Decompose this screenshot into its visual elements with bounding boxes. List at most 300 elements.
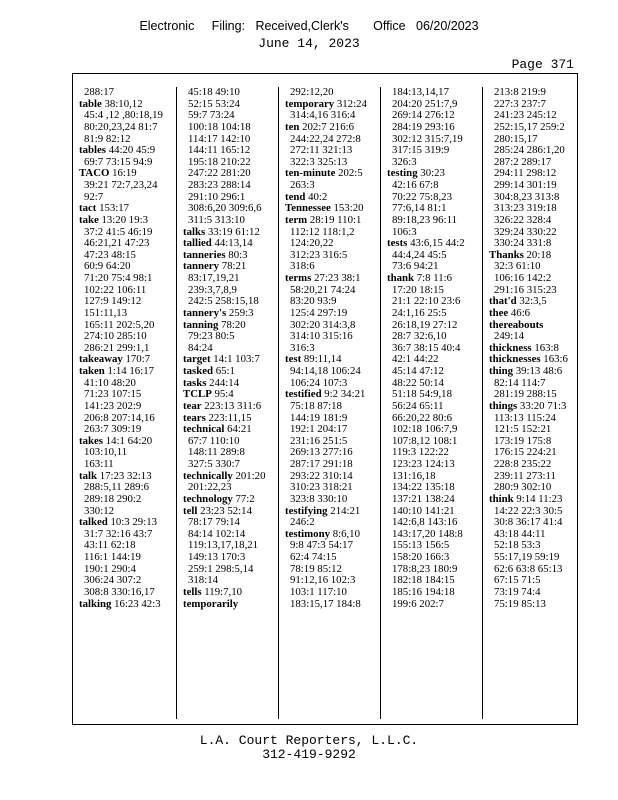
index-continuation <box>381 203 483 215</box>
index-continuation <box>381 308 483 320</box>
index-column-4 <box>380 87 483 719</box>
page-line-refs: 286:21 299:1,1 <box>84 342 150 354</box>
page-line-refs: 259:1 298:5,14 <box>188 563 254 575</box>
index-term: technology <box>183 493 233 505</box>
index-entry <box>177 378 279 390</box>
page-line-refs: 56:24 65:11 <box>392 400 444 412</box>
index-continuation <box>279 471 381 483</box>
page-line-refs: 206:8 207:14,16 <box>84 412 155 424</box>
index-continuation <box>483 389 578 401</box>
index-entry <box>73 354 176 366</box>
page-line-refs: 310:23 318:21 <box>290 482 353 494</box>
index-entry <box>73 99 176 111</box>
index-continuation <box>177 447 279 459</box>
index-continuation <box>381 506 483 518</box>
index-continuation <box>73 250 176 262</box>
page-line-refs: 195:18 210:22 <box>188 156 251 168</box>
page-line-refs: 184:13,14,17 <box>392 87 449 98</box>
page-line-refs: 44:20 45:9 <box>108 145 156 157</box>
index-term: testimony <box>285 528 330 540</box>
index-entry <box>483 343 578 355</box>
index-continuation <box>483 482 578 494</box>
index-continuation <box>279 157 381 169</box>
index-entry <box>381 238 483 250</box>
filing-header: Electronic Filing: Received,Clerk's Office 06/20/2023 <box>139 19 479 33</box>
page-line-refs: 62:4 74:15 <box>290 552 337 563</box>
page-line-refs: 9:8 47:3 54:17 <box>290 540 353 552</box>
index-continuation <box>73 413 176 425</box>
index-continuation <box>73 401 176 413</box>
page-line-refs: 10:3 29:13 <box>110 517 157 529</box>
index-continuation <box>483 413 578 425</box>
index-box <box>72 73 578 725</box>
page-line-refs: 112:12 118:1,2 <box>290 226 355 238</box>
index-continuation <box>381 494 483 506</box>
page-line-refs: 59:7 73:24 <box>188 110 235 122</box>
index-continuation <box>381 110 483 122</box>
page-line-refs: 66:20,22 80:6 <box>392 412 452 424</box>
index-continuation <box>73 575 176 587</box>
index-entry <box>177 227 279 239</box>
index-term: tell <box>183 505 198 517</box>
page-line-refs: 78:17 79:14 <box>188 517 240 529</box>
page-line-refs: 64:21 <box>227 424 252 436</box>
index-continuation <box>279 110 381 122</box>
page-line-refs: 182:18 184:15 <box>392 575 455 587</box>
page-line-refs: 326:22 328:4 <box>494 214 552 226</box>
page-line-refs: 73:6 94:21 <box>392 261 439 273</box>
page-line-refs: 103:10,11 <box>84 447 128 459</box>
page-line-refs: 44:4,24 45:5 <box>392 249 447 261</box>
index-entry <box>483 366 578 378</box>
page-line-refs: 39:13 48:6 <box>515 366 563 377</box>
index-column-3 <box>278 87 381 719</box>
index-continuation <box>381 447 483 459</box>
index-entry <box>279 99 381 111</box>
index-term: testing <box>387 168 418 180</box>
index-term: talked <box>79 517 108 529</box>
index-continuation <box>279 261 381 273</box>
index-entry <box>177 320 279 332</box>
page-line-refs: 37:2 41:5 46:19 <box>84 226 153 238</box>
page-line-refs: 143:17,20 148:8 <box>392 528 463 540</box>
page-line-refs: 77:6,14 81:1 <box>392 203 447 215</box>
index-continuation <box>279 296 381 308</box>
page-line-refs: 89:11,14 <box>303 354 342 366</box>
index-continuation <box>483 331 578 343</box>
index-continuation <box>381 401 483 413</box>
page-line-refs: 95:4 <box>214 389 234 401</box>
index-continuation <box>483 599 578 611</box>
page-line-refs: 33:20 71:3 <box>519 400 567 412</box>
index-continuation <box>381 587 483 599</box>
index-entry <box>177 250 279 262</box>
index-continuation <box>483 540 578 552</box>
index-term: term <box>285 214 308 226</box>
index-continuation <box>177 180 279 192</box>
index-term: talk <box>79 470 97 482</box>
page-line-refs: 241:23 245:12 <box>494 110 557 122</box>
transcript-date: June 14, 2023 <box>258 36 360 51</box>
index-entry <box>177 471 279 483</box>
page-line-refs: 269:14 276:12 <box>392 110 455 122</box>
index-continuation <box>177 482 279 494</box>
index-term: technically <box>183 470 233 482</box>
page-line-refs: 89:18,23 96:11 <box>392 214 457 226</box>
index-continuation <box>381 564 483 576</box>
page-line-refs: 69:7 73:15 94:9 <box>84 156 153 168</box>
index-term: tells <box>183 586 202 598</box>
page-line-refs: 60:9 64:20 <box>84 261 131 273</box>
index-continuation <box>73 110 176 122</box>
page-line-refs: 142:6,8 143:16 <box>392 517 458 529</box>
index-term: Tennessee <box>285 203 331 215</box>
index-continuation <box>279 401 381 413</box>
index-term: take <box>79 214 99 226</box>
index-continuation <box>177 215 279 227</box>
index-entry <box>279 215 381 227</box>
index-continuation <box>483 99 578 111</box>
page-line-refs: 131:16,18 <box>392 470 436 482</box>
index-continuation <box>73 482 176 494</box>
page-line-refs: 9:2 34:21 <box>324 389 366 401</box>
index-entry <box>483 354 578 366</box>
index-continuation <box>279 482 381 494</box>
index-continuation <box>279 540 381 552</box>
index-continuation <box>73 320 176 332</box>
index-term: TACO <box>79 168 110 180</box>
index-continuation <box>381 296 483 308</box>
index-continuation <box>177 296 279 308</box>
index-entry <box>279 273 381 285</box>
index-continuation <box>483 552 578 564</box>
page-line-refs: 80:20,23,24 81:7 <box>84 121 158 133</box>
page-line-refs: 20:18 <box>526 249 552 261</box>
index-entry <box>73 203 176 215</box>
page-line-refs: 52:15 53:24 <box>188 98 240 110</box>
index-term: ten-minute <box>285 168 336 180</box>
index-term: tables <box>79 145 106 157</box>
page-line-refs: 185:16 194:18 <box>392 586 455 598</box>
page-line-refs: 285:24 286:1,20 <box>494 145 565 157</box>
index-entry <box>177 308 279 320</box>
index-continuation <box>483 447 578 459</box>
index-continuation <box>279 517 381 529</box>
page-line-refs: 67:7 110:10 <box>188 435 240 447</box>
index-continuation <box>177 273 279 285</box>
page-line-refs: 163:8 <box>534 342 559 354</box>
page-line-refs: 299:14 301:19 <box>494 180 557 191</box>
page-line-refs: 47:23 48:15 <box>84 249 136 261</box>
page-line-refs: 83:17,19,21 <box>188 273 240 284</box>
index-continuation <box>73 540 176 552</box>
page-line-refs: 322:3 325:13 <box>290 156 348 168</box>
index-continuation <box>279 413 381 425</box>
page-line-refs: 318:6 <box>290 261 315 273</box>
index-continuation <box>73 447 176 459</box>
page-line-refs: 106:24 107:3 <box>290 377 348 389</box>
page-line-refs: 21:1 22:10 23:6 <box>392 296 461 308</box>
page-line-refs: 281:19 288:15 <box>494 389 557 401</box>
page-line-refs: 308:6,20 309:6,6 <box>188 203 262 215</box>
index-continuation <box>483 87 578 99</box>
index-continuation <box>483 378 578 390</box>
index-continuation <box>177 110 279 122</box>
page-line-refs: 312:23 316:5 <box>290 249 348 261</box>
index-entry <box>279 122 381 134</box>
page-line-refs: 119:3 122:22 <box>392 447 449 459</box>
index-term: terms <box>285 273 312 284</box>
page-line-refs: 39:21 72:7,23,24 <box>84 180 158 191</box>
index-continuation <box>381 250 483 262</box>
index-term: tallied <box>183 238 212 250</box>
index-term: thee <box>489 307 509 319</box>
index-continuation <box>483 157 578 169</box>
page-line-refs: 14:22 22:3 30:5 <box>494 505 563 517</box>
index-continuation <box>177 192 279 204</box>
index-continuation <box>73 552 176 564</box>
index-continuation <box>279 343 381 355</box>
page-line-refs: 153:20 <box>333 203 364 215</box>
page-line-refs: 9:14 11:23 <box>516 493 563 505</box>
index-continuation <box>381 413 483 425</box>
page-line-refs: 28:19 110:1 <box>309 214 362 226</box>
page-line-refs: 14:1 64:20 <box>105 435 153 447</box>
index-entry <box>279 389 381 401</box>
page-line-refs: 239:11 273:11 <box>494 470 556 482</box>
page-line-refs: 16:19 <box>112 168 137 180</box>
page-line-refs: 44:13,14 <box>214 238 253 250</box>
index-continuation <box>279 250 381 262</box>
page-line-refs: 199:6 202:7 <box>392 598 444 610</box>
index-continuation <box>483 215 578 227</box>
index-term: thank <box>387 273 415 284</box>
index-term: temporarily <box>183 598 239 610</box>
index-continuation <box>381 482 483 494</box>
page-line-refs: 242:5 258:15,18 <box>188 296 259 308</box>
index-continuation <box>177 134 279 146</box>
page-line-refs: 326:3 <box>392 156 417 168</box>
page-line-refs: 227:3 237:7 <box>494 98 546 110</box>
index-continuation <box>73 273 176 285</box>
index-term: tannery <box>183 261 219 273</box>
page-line-refs: 144:19 181:9 <box>290 412 348 424</box>
page-line-refs: 121:5 152:21 <box>494 424 552 436</box>
page-line-refs: 94:14,18 106:24 <box>290 366 361 377</box>
page-line-refs: 42:1 44:22 <box>392 354 439 366</box>
page-line-refs: 202:5 <box>338 168 363 180</box>
index-entry <box>177 389 279 401</box>
page-line-refs: 247:22 281:20 <box>188 168 251 180</box>
index-continuation <box>483 506 578 518</box>
page-line-refs: 107:8,12 108:1 <box>392 435 458 447</box>
page-line-refs: 244:22,24 272:8 <box>290 133 361 145</box>
index-continuation <box>483 575 578 587</box>
page-line-refs: 214:21 <box>330 505 361 517</box>
index-continuation <box>279 587 381 599</box>
page-line-refs: 314:10 315:16 <box>290 331 353 343</box>
page-line-refs: 288:5,11 289:6 <box>84 482 149 494</box>
index-continuation <box>279 87 381 99</box>
index-term: tend <box>285 191 306 203</box>
index-continuation <box>381 157 483 169</box>
index-continuation <box>381 192 483 204</box>
page-line-refs: 239:3,7,8,9 <box>188 284 237 296</box>
index-continuation <box>483 517 578 529</box>
index-entry <box>177 401 279 413</box>
index-continuation <box>381 261 483 273</box>
page-line-refs: 78:21 <box>221 261 247 273</box>
page-line-refs: 114:17 142:10 <box>188 133 251 145</box>
index-continuation <box>279 308 381 320</box>
index-continuation <box>381 552 483 564</box>
index-continuation <box>279 436 381 448</box>
index-continuation <box>279 459 381 471</box>
page-line-refs: 144:11 165:12 <box>188 145 251 157</box>
page-line-refs: 32:3 61:10 <box>494 261 541 273</box>
index-continuation <box>73 308 176 320</box>
page-line-refs: 42:16 67:8 <box>392 180 439 191</box>
page-line-refs: 244:14 <box>209 377 240 389</box>
page-line-refs: 183:15,17 184:8 <box>290 598 361 610</box>
index-entry <box>177 494 279 506</box>
page-line-refs: 38:10,12 <box>104 98 143 110</box>
page-line-refs: 71:23 107:15 <box>84 389 142 401</box>
index-continuation <box>73 134 176 146</box>
page-line-refs: 201:20 <box>235 470 266 482</box>
page-line-refs: 103:1 117:10 <box>290 586 347 598</box>
index-continuation <box>279 238 381 250</box>
index-continuation <box>381 471 483 483</box>
index-continuation <box>73 87 176 99</box>
index-entry <box>279 203 381 215</box>
index-continuation <box>73 261 176 273</box>
index-continuation <box>381 227 483 239</box>
index-continuation <box>381 99 483 111</box>
page-line-refs: 78:19 85:12 <box>290 563 342 575</box>
page-line-refs: 280:9 302:10 <box>494 482 552 494</box>
page-line-refs: 83:20 93:9 <box>290 296 337 308</box>
index-continuation <box>381 285 483 297</box>
page-line-refs: 165:11 202:5,20 <box>84 319 155 331</box>
page-line-refs: 52:18 53:3 <box>494 540 541 552</box>
index-entry <box>73 168 176 180</box>
index-continuation <box>73 227 176 239</box>
index-continuation <box>279 494 381 506</box>
index-continuation <box>279 366 381 378</box>
index-entry <box>279 168 381 180</box>
index-continuation <box>381 378 483 390</box>
page-line-refs: 17:23 32:13 <box>99 470 152 482</box>
page-line-refs: 201:22,23 <box>188 482 232 494</box>
page-line-refs: 190:1 290:4 <box>84 563 136 575</box>
index-continuation <box>177 157 279 169</box>
index-continuation <box>483 261 578 273</box>
page-line-refs: 30:23 <box>420 168 445 180</box>
page-line-refs: 284:19 293:16 <box>392 121 455 133</box>
index-continuation <box>73 180 176 192</box>
page-line-refs: 308:8 330:16,17 <box>84 586 155 598</box>
index-continuation <box>381 389 483 401</box>
page-line-refs: 302:20 314:3,8 <box>290 319 356 331</box>
index-continuation <box>381 215 483 227</box>
page-line-refs: 48:22 50:14 <box>392 377 444 389</box>
page-line-refs: 17:20 18:15 <box>392 284 444 296</box>
page-line-refs: 170:7 <box>125 354 151 366</box>
index-continuation <box>73 389 176 401</box>
page-line-refs: 92:7 <box>84 191 104 203</box>
index-term: ten <box>285 121 300 133</box>
reporter-name: L.A. Court Reporters, L.L.C. <box>199 733 419 748</box>
index-continuation <box>483 180 578 192</box>
page-line-refs: 16:23 42:3 <box>114 598 161 610</box>
page-line-refs: 137:21 138:24 <box>392 493 455 505</box>
page-line-refs: 312:24 <box>336 98 367 110</box>
index-term: takeaway <box>79 354 123 366</box>
index-continuation <box>381 424 483 436</box>
page-line-refs: 288:17 <box>84 87 114 98</box>
index-continuation <box>381 529 483 541</box>
index-entry <box>73 145 176 157</box>
page-line-refs: 27:23 38:1 <box>314 273 361 284</box>
index-column-5 <box>482 87 578 719</box>
page-line-refs: 58:20,21 74:24 <box>290 284 356 296</box>
index-continuation <box>279 134 381 146</box>
index-continuation <box>73 587 176 599</box>
index-term: tests <box>387 238 408 250</box>
page-line-refs: 272:11 321:13 <box>290 145 353 157</box>
index-continuation <box>177 331 279 343</box>
page-line-refs: 311:5 313:10 <box>188 214 245 226</box>
index-term: tasks <box>183 377 207 389</box>
page-line-refs: 36:7 38:15 40:4 <box>392 342 461 354</box>
index-entry <box>177 366 279 378</box>
page-line-refs: 329:24 330:22 <box>494 226 557 238</box>
index-continuation <box>73 343 176 355</box>
page-line-refs: 13:20 19:3 <box>101 214 148 226</box>
page-line-refs: 269:13 277:16 <box>290 447 353 459</box>
page-line-refs: 40:2 <box>308 191 328 203</box>
index-continuation <box>279 378 381 390</box>
index-continuation <box>73 157 176 169</box>
page-line-refs: 318:14 <box>188 575 218 587</box>
index-continuation <box>73 122 176 134</box>
index-term: thickness <box>489 342 532 354</box>
index-continuation <box>177 575 279 587</box>
page-line-refs: 116:1 144:19 <box>84 552 141 563</box>
index-entry <box>279 354 381 366</box>
page-line-refs: 302:12 315:7,19 <box>392 133 463 145</box>
index-continuation <box>73 506 176 518</box>
page-line-refs: 252:15,17 259:2 <box>494 121 565 133</box>
page-line-refs: 317:15 319:9 <box>392 145 450 157</box>
page-line-refs: 176:15 224:21 <box>494 447 557 459</box>
index-continuation <box>279 447 381 459</box>
page-line-refs: 113:13 115:24 <box>494 412 556 424</box>
page-line-refs: 75:18 87:18 <box>290 400 342 412</box>
index-entry <box>73 599 176 611</box>
index-term: tact <box>79 203 97 215</box>
index-entry <box>381 273 483 285</box>
index-continuation <box>483 424 578 436</box>
index-continuation <box>483 227 578 239</box>
index-entry <box>177 354 279 366</box>
page-line-refs: 71:20 75:4 98:1 <box>84 273 153 284</box>
index-entry <box>73 517 176 529</box>
index-term: Thanks <box>489 249 524 261</box>
page-line-refs: 223:11,15 <box>208 412 252 424</box>
index-term: talks <box>183 226 206 238</box>
